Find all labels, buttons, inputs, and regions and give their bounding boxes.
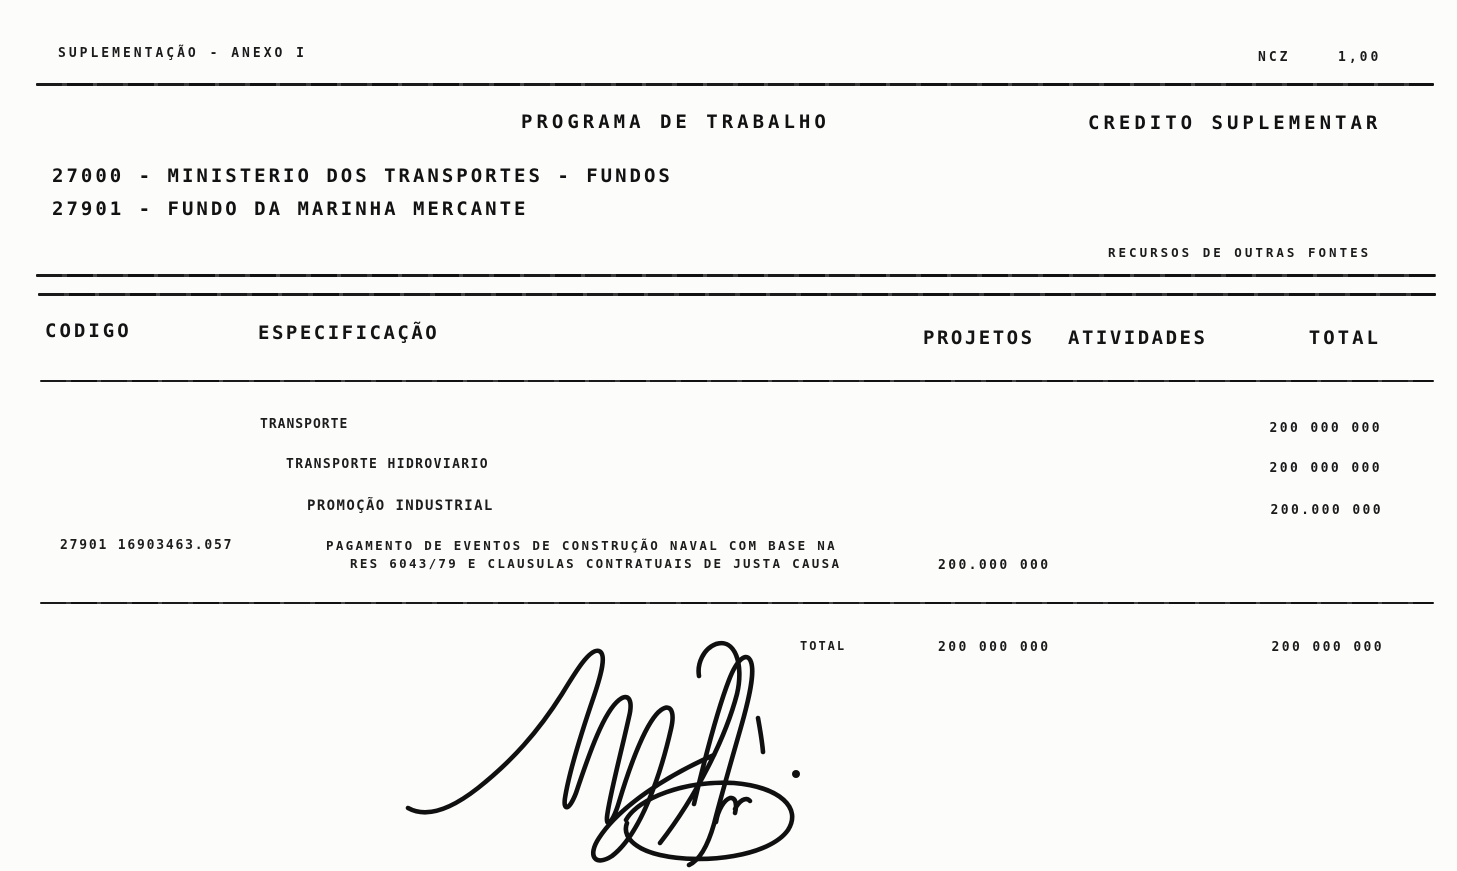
row-total-value: 200.000 000 — [1270, 503, 1383, 518]
credit-title: CREDITO SUPLEMENTAR — [1088, 112, 1382, 134]
currency-value: 1,00 — [1338, 50, 1382, 65]
double-rule-bottom — [38, 293, 1436, 296]
row-especificacao-line2: RES 6043/79 E CLAUSULAS CONTRATUAIS DE JUSTA CAUSA — [350, 556, 842, 571]
row-especificacao-line1: PAGAMENTO DE EVENTOS DE CONSTRUÇÃO NAVAL COM BASE NA — [326, 538, 837, 553]
column-header-codigo: CODIGO — [45, 320, 132, 342]
top-rule — [36, 83, 1434, 86]
signature-period-dot — [792, 770, 800, 778]
agency-line-2: 27901 - FUNDO DA MARINHA MERCANTE — [52, 198, 529, 220]
currency-code: NCZ — [1258, 50, 1291, 65]
total-row-projetos: 200 000 000 — [938, 640, 1051, 655]
column-header-projetos: PROJETOS — [923, 327, 1035, 349]
row-total-value: 200 000 000 — [1269, 461, 1382, 476]
column-header-especificacao: ESPECIFICAÇÃO — [258, 322, 440, 344]
signature-scribble — [398, 612, 823, 871]
total-row-total: 200 000 000 — [1271, 640, 1384, 655]
document-title: PROGRAMA DE TRABALHO — [521, 111, 830, 133]
column-header-atividades: ATIVIDADES — [1068, 327, 1208, 349]
annex-label: SUPLEMENTAÇÃO - ANEXO I — [58, 46, 308, 61]
row-total-value: 200 000 000 — [1269, 421, 1382, 436]
agency-line-1: 27000 - MINISTERIO DOS TRANSPORTES - FUNDOS — [52, 165, 673, 187]
row-codigo: 27901 16903463.057 — [60, 538, 234, 553]
resources-label: RECURSOS DE OUTRAS FONTES — [1108, 245, 1372, 260]
header-rule — [40, 380, 1434, 382]
body-bottom-rule — [40, 602, 1434, 604]
total-row-label: TOTAL — [800, 639, 847, 653]
row-especificacao: TRANSPORTE — [260, 417, 349, 432]
double-rule-top — [36, 274, 1436, 277]
column-header-total: TOTAL — [1308, 327, 1381, 349]
row-especificacao: PROMOÇÃO INDUSTRIAL — [307, 498, 494, 514]
row-projetos-value: 200.000 000 — [938, 558, 1051, 573]
row-especificacao: TRANSPORTE HIDROVIARIO — [286, 457, 489, 472]
